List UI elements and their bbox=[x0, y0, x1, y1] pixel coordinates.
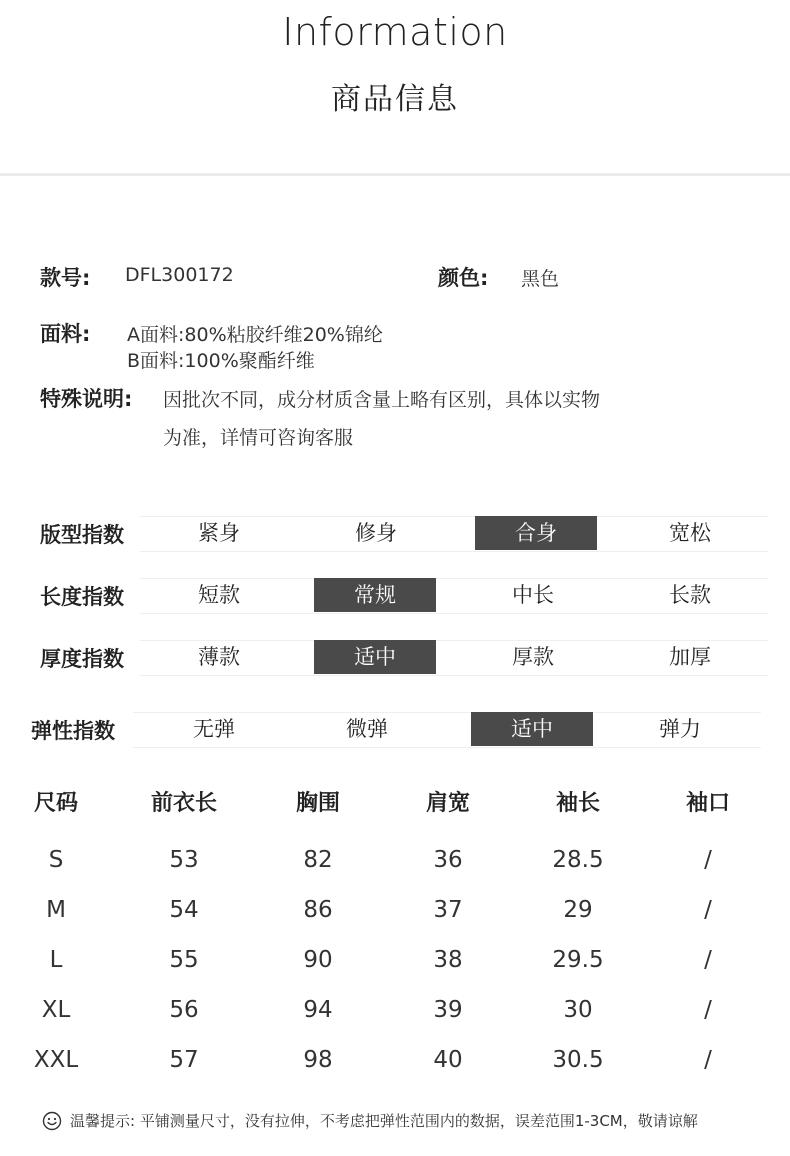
table-cell: 82 bbox=[303, 847, 333, 873]
table-cell: M bbox=[46, 897, 66, 923]
thickness-option-thin: 薄款 bbox=[198, 645, 240, 669]
special-note-line1: 因批次不同，成分材质含量上略有区别，具体以实物 bbox=[163, 389, 601, 411]
thickness-option-thick: 厚款 bbox=[512, 645, 554, 669]
table-cell: L bbox=[49, 947, 63, 973]
header-divider bbox=[0, 173, 790, 176]
table-header-length: 前衣长 bbox=[150, 791, 217, 816]
length-option-short: 短款 bbox=[198, 583, 240, 607]
fit-option-regular-selected: 合身 bbox=[475, 516, 597, 550]
table-cell: 90 bbox=[303, 947, 333, 973]
length-option-midi: 中长 bbox=[512, 583, 554, 607]
length-index-label: 长度指数 bbox=[40, 585, 124, 609]
elasticity-index-row bbox=[133, 712, 761, 748]
table-header-shoulder: 肩宽 bbox=[425, 791, 470, 816]
length-option-regular-selected: 常规 bbox=[314, 578, 436, 612]
elasticity-option-moderate-selected: 适中 bbox=[471, 712, 593, 746]
table-cell: 55 bbox=[169, 947, 199, 973]
table-cell: 39 bbox=[433, 997, 463, 1023]
table-cell: XL bbox=[41, 997, 71, 1023]
thickness-option-extra-thick: 加厚 bbox=[669, 645, 711, 669]
color-label: 颜色: bbox=[438, 266, 489, 290]
table-cell: 86 bbox=[303, 897, 333, 923]
length-index-row bbox=[140, 578, 768, 614]
footer-tip bbox=[42, 1110, 698, 1131]
thickness-option-medium-selected: 适中 bbox=[314, 640, 436, 674]
table-cell: / bbox=[704, 947, 712, 973]
table-cell: / bbox=[704, 997, 712, 1023]
fabric-a-value: A面料:80%粘胶纤维20%锦纶 bbox=[127, 324, 383, 346]
table-cell: 29.5 bbox=[552, 947, 604, 973]
style-number-value: DFL300172 bbox=[125, 264, 234, 286]
title-english: Information bbox=[282, 10, 508, 54]
fabric-label: 面料: bbox=[40, 322, 91, 346]
special-note-label: 特殊说明: bbox=[40, 387, 133, 411]
table-cell: 94 bbox=[303, 997, 333, 1023]
color-value: 黑色 bbox=[521, 268, 560, 290]
table-cell: 98 bbox=[303, 1047, 333, 1073]
table-header-size: 尺码 bbox=[33, 791, 78, 816]
table-cell: 56 bbox=[169, 997, 199, 1023]
table-cell: 28.5 bbox=[552, 847, 604, 873]
table-cell: S bbox=[48, 847, 64, 873]
elasticity-option-stretch: 弹力 bbox=[659, 717, 701, 741]
fit-option-slim: 修身 bbox=[355, 521, 397, 545]
length-option-long: 长款 bbox=[669, 583, 711, 607]
title-chinese: 商品信息 bbox=[331, 82, 459, 117]
table-cell: / bbox=[704, 1047, 712, 1073]
fabric-b-value: B面料:100%聚酯纤维 bbox=[127, 350, 315, 372]
style-number-label: 款号: bbox=[40, 266, 91, 290]
elasticity-index-label: 弹性指数 bbox=[31, 719, 115, 743]
thickness-index-label: 厚度指数 bbox=[40, 647, 124, 671]
table-cell: 54 bbox=[169, 897, 199, 923]
table-cell: / bbox=[704, 897, 712, 923]
table-header-sleeve: 袖长 bbox=[555, 791, 600, 816]
table-cell: 30 bbox=[563, 997, 593, 1023]
fit-option-loose: 宽松 bbox=[669, 521, 711, 545]
footer-tip-text: 温馨提示: 平铺测量尺寸，没有拉伸，不考虑把弹性范围内的数据，误差范围1-3CM，敬请谅解 bbox=[70, 1112, 698, 1130]
table-cell: 29 bbox=[563, 897, 593, 923]
table-header-cuff: 袖口 bbox=[685, 791, 730, 816]
table-cell: XXL bbox=[33, 1047, 79, 1073]
table-cell: 57 bbox=[169, 1047, 199, 1073]
table-cell: 30.5 bbox=[552, 1047, 604, 1073]
table-cell: 36 bbox=[433, 847, 463, 873]
smile-icon bbox=[42, 1111, 62, 1131]
fit-index-label: 版型指数 bbox=[40, 523, 124, 547]
thickness-index-row bbox=[140, 640, 768, 676]
table-cell: / bbox=[704, 847, 712, 873]
table-cell: 38 bbox=[433, 947, 463, 973]
fit-option-tight: 紧身 bbox=[198, 521, 240, 545]
table-cell: 37 bbox=[433, 897, 463, 923]
special-note-line2: 为准，详情可咨询客服 bbox=[163, 427, 354, 449]
table-cell: 53 bbox=[169, 847, 199, 873]
table-header-bust: 胸围 bbox=[295, 791, 340, 816]
table-cell: 40 bbox=[433, 1047, 463, 1073]
elasticity-option-slight: 微弹 bbox=[346, 717, 388, 741]
elasticity-option-none: 无弹 bbox=[193, 717, 235, 741]
fit-index-row bbox=[140, 516, 768, 552]
